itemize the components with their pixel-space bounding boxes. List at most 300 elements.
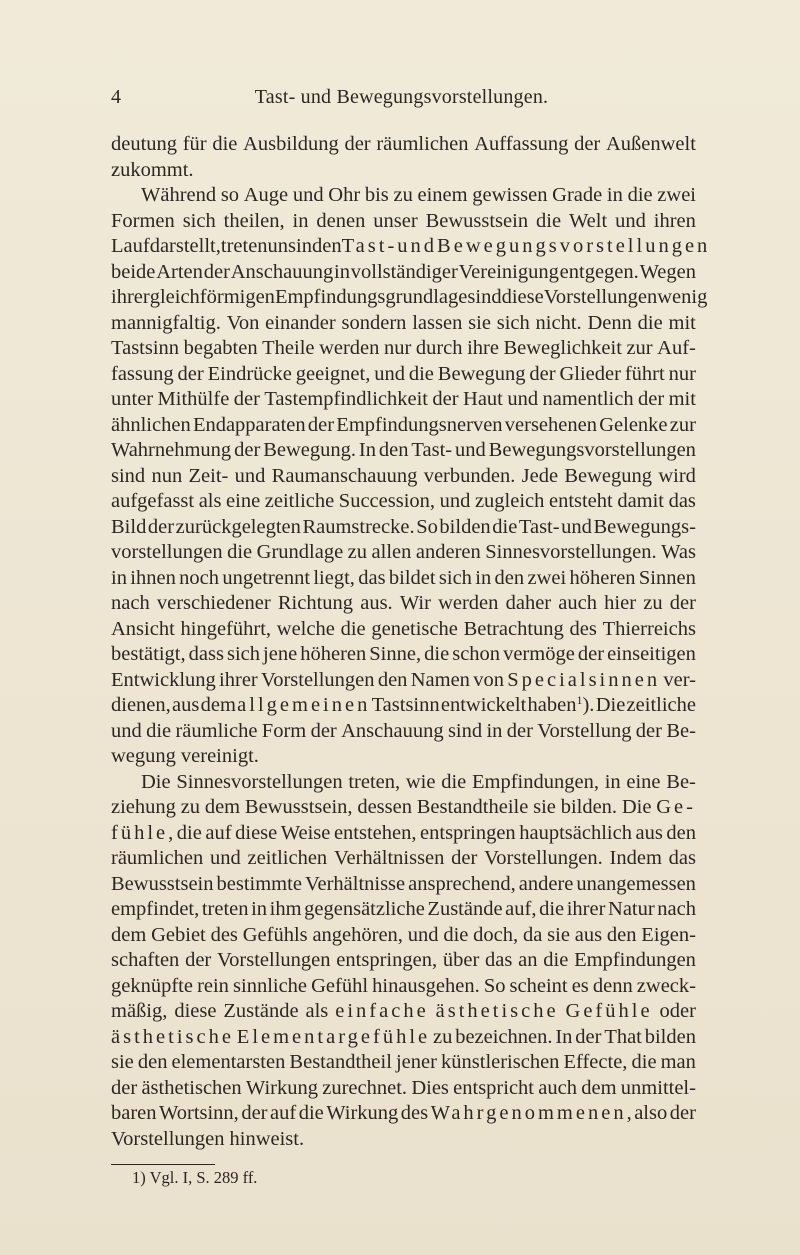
word: Vorstellung	[537, 719, 632, 742]
word: Endapparaten	[192, 413, 306, 436]
word: zu	[432, 1025, 453, 1048]
word: wegung	[111, 745, 176, 767]
word: zeitliche	[264, 490, 335, 512]
word: jene	[263, 643, 298, 665]
word	[507, 668, 660, 694]
word: in	[604, 770, 621, 793]
word: der	[111, 1076, 138, 1099]
word: sich	[182, 209, 216, 232]
word: Beweglichkeit	[503, 337, 622, 359]
word: sie	[468, 311, 491, 334]
word: angehören,	[312, 923, 403, 946]
word: ihrer	[566, 898, 606, 920]
word: Lauf	[111, 235, 150, 257]
word: Tast-	[411, 439, 453, 461]
spaced-emphasis: Elementargefühle	[236, 1025, 431, 1048]
spaced-emphasis: einfache	[335, 1000, 429, 1022]
word: mannigfaltig.	[111, 311, 221, 334]
word: Gefühl	[311, 974, 369, 997]
word: hingeführt,	[180, 617, 272, 640]
word: sind	[447, 719, 483, 742]
word: der	[432, 388, 459, 410]
text-line	[111, 872, 696, 898]
word: die	[536, 209, 562, 232]
word: einem	[417, 184, 468, 206]
text-line	[111, 209, 696, 235]
word: zu	[643, 592, 663, 614]
word: versehenen	[504, 413, 597, 436]
word: zu	[180, 796, 201, 818]
word: und	[234, 464, 266, 487]
word: sich	[496, 311, 530, 334]
word: wenig	[657, 286, 708, 308]
word: zeitlichen	[247, 847, 328, 869]
word: entgegen.	[559, 260, 639, 283]
word: dem	[204, 796, 241, 818]
word: namentlich	[542, 388, 634, 410]
word: aus	[635, 821, 663, 844]
word: genetische	[371, 617, 458, 640]
word: das	[668, 490, 696, 512]
word: Sinnesvorstellungen.	[485, 541, 657, 563]
word: unangemessen	[576, 872, 696, 895]
word: Betrachtung	[463, 617, 564, 640]
word: Natur	[608, 898, 655, 920]
text-line	[111, 1076, 696, 1102]
word: Denn	[587, 311, 632, 334]
word: Eindrücke	[207, 362, 292, 385]
word: sind	[111, 464, 146, 487]
word: schon	[452, 643, 501, 665]
word: schaften	[111, 949, 180, 971]
text-line	[111, 719, 696, 745]
word: die	[443, 923, 469, 946]
word: Arten	[156, 260, 203, 283]
word: Tastempfindlichkeit	[264, 388, 428, 410]
word: ähnlichen	[111, 413, 191, 436]
word: Gelenke	[599, 413, 668, 436]
word: hinausgehen.	[372, 974, 480, 997]
word: So	[483, 974, 506, 997]
word: Vorstellungen	[543, 286, 658, 308]
word: der	[185, 949, 212, 971]
word: ansprechend,	[408, 872, 516, 895]
word: Außenwelt	[605, 133, 696, 155]
word: Ansicht	[111, 617, 175, 640]
word: Tast-	[518, 515, 560, 538]
word: vermöge	[503, 643, 575, 665]
word: ihm	[269, 898, 302, 920]
word: ihrer	[219, 668, 258, 691]
text-line	[111, 336, 696, 362]
word: entspringen,	[336, 949, 438, 971]
word	[342, 234, 398, 260]
word: Zustände	[427, 898, 503, 920]
body-text	[111, 132, 711, 1152]
text-line	[111, 285, 708, 311]
word	[111, 1025, 234, 1051]
word: höheren	[300, 643, 367, 665]
word: Sinnesvorstellungen	[176, 770, 343, 793]
text-line	[111, 311, 696, 337]
word: Glieder	[559, 362, 621, 385]
word: Verhältnisse	[304, 872, 406, 895]
word: eine	[626, 770, 661, 793]
word: Raumanschauung	[271, 464, 418, 487]
word: der	[575, 1025, 602, 1048]
word: die	[441, 770, 467, 793]
word: werden	[438, 592, 499, 614]
word: räumlichen	[111, 847, 204, 869]
word	[237, 1025, 430, 1051]
word: auch	[538, 1076, 577, 1099]
word: bilden	[439, 515, 491, 538]
word: zwei	[527, 566, 567, 589]
word: der	[529, 362, 556, 385]
word: So	[416, 515, 438, 538]
word: mäßig,	[111, 1000, 168, 1022]
word: und	[455, 439, 486, 461]
word: zu	[393, 184, 413, 206]
text-line	[111, 540, 696, 566]
word: auf,	[505, 898, 537, 920]
word: die	[176, 821, 202, 844]
word: fassung	[111, 362, 174, 385]
page-number: 4	[111, 86, 121, 108]
word: zweck-	[636, 974, 696, 997]
word: Wegen	[639, 260, 696, 283]
word: Vorstellungen	[217, 949, 331, 971]
word	[437, 234, 710, 260]
text-line	[111, 668, 696, 694]
word: Entwicklung	[111, 668, 216, 691]
word: den	[494, 566, 525, 589]
word: der	[669, 592, 696, 614]
text-line	[111, 897, 696, 923]
word: entsteht	[548, 490, 613, 512]
word: nur	[383, 337, 412, 359]
word: als	[198, 490, 222, 512]
word: Jede	[521, 464, 559, 487]
word: sinnliche	[233, 974, 308, 997]
word: den	[137, 1051, 168, 1073]
word: empfindet,	[111, 898, 200, 920]
word: verbunden.	[423, 464, 516, 487]
word: Formen	[111, 209, 175, 232]
word: dem	[200, 694, 236, 716]
word: bestimmte	[216, 872, 302, 895]
word: auf	[270, 1102, 297, 1124]
spaced-emphasis: Specialsinnen	[507, 668, 661, 691]
word: des	[210, 923, 238, 946]
word: Bewegung	[564, 464, 653, 487]
word: Ausbildung	[243, 133, 339, 155]
text-line	[111, 795, 696, 821]
word: der	[307, 413, 335, 436]
word: Vorstellungen	[111, 1127, 225, 1150]
word: das	[485, 949, 513, 971]
word: Vereinigung	[458, 260, 559, 283]
word: der	[506, 719, 533, 742]
word: Bewegung	[437, 362, 526, 385]
word: Die	[141, 770, 171, 793]
word: Bewegung.	[263, 439, 356, 461]
word: zukommt.	[111, 158, 194, 181]
spaced-emphasis: fühle	[111, 821, 169, 844]
word: begabten	[183, 337, 258, 359]
text-line	[111, 923, 696, 949]
word: Ohr	[328, 184, 361, 206]
word: lassen	[412, 311, 463, 334]
word: Namen	[410, 668, 470, 691]
word: Anschauung	[341, 719, 444, 742]
text-line	[111, 693, 696, 719]
word: Gefühls	[242, 923, 308, 946]
word: denn	[592, 974, 633, 997]
word: der	[635, 719, 662, 742]
word: auf	[205, 821, 232, 844]
word: und	[615, 209, 646, 232]
word: bezeichnen.	[455, 1025, 553, 1048]
word: und	[111, 719, 142, 742]
word: darstellt,	[149, 235, 221, 257]
word: als	[305, 1000, 329, 1022]
spaced-emphasis: Wahrgenommenen	[430, 1102, 627, 1124]
word: Thierreichs	[602, 617, 696, 640]
footnote-reference: 1	[576, 693, 583, 707]
word: Haut	[463, 388, 503, 410]
footnote-rule	[111, 1164, 215, 1165]
word: werden	[319, 337, 380, 359]
word: Anschauung	[230, 260, 334, 283]
word: Wortsinn,	[159, 1102, 239, 1124]
word: Auf-	[657, 337, 696, 359]
word: Eigen-	[641, 923, 696, 946]
word: bis	[364, 184, 389, 206]
word: Tastsinn	[371, 694, 440, 716]
word: dass	[188, 643, 224, 665]
word: Richtung	[277, 592, 354, 614]
word: der	[344, 133, 371, 155]
text-line	[111, 413, 696, 439]
word: haben$^1$).	[527, 693, 595, 716]
word: führt	[624, 362, 665, 385]
word: zur	[669, 413, 696, 436]
text-line	[111, 948, 696, 974]
word: Auge	[243, 184, 289, 206]
running-head: Tast- und Bewegungsvorstellungen.	[254, 86, 549, 108]
word: hier	[604, 592, 637, 614]
word: den	[377, 668, 408, 691]
word: die	[492, 515, 518, 538]
word: und	[507, 388, 539, 410]
word: Grundlage	[256, 541, 344, 563]
word: daher	[505, 592, 552, 614]
word: ziehung	[111, 796, 176, 818]
word: aus	[574, 923, 603, 946]
word: durch	[415, 337, 463, 359]
word: hauptsächlich	[519, 821, 632, 844]
word: sie	[111, 1051, 134, 1073]
word: dienen,	[111, 694, 171, 716]
text-line	[111, 846, 696, 872]
word: Raumstrecke.	[302, 515, 415, 538]
word: ver-	[663, 668, 696, 691]
word: vorstellungen	[111, 541, 223, 563]
word: Dies	[411, 1076, 449, 1099]
word: ihren	[653, 209, 696, 232]
word: der	[233, 388, 260, 410]
word: Vorstellungen.	[484, 847, 603, 869]
word: beide	[111, 260, 156, 283]
word: Bewusstsein	[111, 872, 214, 895]
word: andere	[518, 872, 574, 895]
text-line	[111, 438, 696, 464]
word: der	[574, 133, 601, 155]
word: entspricht	[453, 1076, 534, 1099]
word: der	[451, 847, 478, 869]
word: zurückgelegten	[175, 515, 301, 538]
word	[397, 234, 437, 260]
word: und	[374, 362, 405, 385]
text-line	[111, 489, 696, 515]
word: einander	[265, 311, 336, 334]
word: in	[111, 566, 127, 589]
word: unser	[373, 209, 418, 232]
word: man	[660, 1051, 696, 1073]
word: uns	[267, 235, 297, 257]
word: baren	[111, 1102, 157, 1124]
word: Be-	[666, 770, 696, 793]
word: wie	[405, 770, 436, 793]
word	[436, 999, 559, 1025]
word: zurechnet.	[322, 1076, 408, 1099]
word: in	[251, 898, 268, 920]
word: auch	[558, 592, 597, 614]
word: der	[669, 1102, 696, 1124]
word: Indem	[609, 847, 662, 869]
word: des	[569, 617, 597, 640]
word: den	[666, 821, 696, 844]
word	[335, 999, 428, 1025]
word: Bild	[111, 515, 147, 538]
word: entstehen,	[333, 821, 417, 844]
word: ästhetischen	[141, 1076, 242, 1099]
word: Auffassung	[474, 133, 569, 155]
word: elementarsten	[171, 1051, 286, 1073]
word: zugleich	[474, 490, 545, 512]
page-header	[111, 86, 692, 114]
text-line	[111, 770, 696, 796]
word: diese	[235, 821, 278, 844]
word: Effecte,	[563, 1051, 628, 1073]
word: Empfindungen,	[472, 770, 599, 793]
word: da	[522, 923, 543, 946]
word: der	[147, 515, 175, 538]
word: des	[400, 1102, 429, 1124]
word: Weise	[280, 821, 331, 844]
word: räumliche	[175, 719, 258, 742]
word: einseitigen	[607, 643, 696, 665]
word: liegt,	[313, 566, 355, 589]
word: Die	[595, 694, 626, 716]
word: bildet	[388, 566, 436, 589]
word: Von	[226, 311, 260, 334]
word: den	[378, 439, 409, 461]
word: die	[298, 1102, 324, 1124]
spaced-emphasis: allgemeinen	[237, 694, 371, 716]
word: scheint	[509, 974, 568, 997]
text-line	[111, 617, 696, 643]
word: und	[561, 515, 592, 538]
word: Bestandtheile	[416, 796, 529, 818]
word: die	[543, 949, 569, 971]
word: entwickelt	[440, 694, 527, 716]
word: ungetrennt	[222, 566, 311, 589]
word: Verhältnissen	[333, 847, 445, 869]
word: und	[407, 923, 439, 946]
word: deutung	[111, 133, 178, 155]
word: geknüpfte	[111, 974, 193, 997]
word: die	[539, 898, 565, 920]
spaced-emphasis: ästhetische	[111, 1025, 234, 1048]
word: damit	[617, 490, 664, 512]
word: Grade	[552, 184, 603, 206]
word: die	[146, 719, 172, 742]
word	[237, 693, 370, 719]
word: eine	[226, 490, 261, 512]
word: die	[637, 311, 663, 334]
word: die	[340, 617, 366, 640]
text-line	[111, 642, 696, 668]
word: ihrer	[111, 286, 150, 308]
word: Bewegungs-	[593, 515, 696, 538]
word: bilden	[644, 1025, 696, 1048]
word: gegensätzliche	[304, 898, 425, 920]
text-line	[111, 999, 696, 1025]
word: In	[555, 1025, 573, 1048]
word: diese	[501, 286, 544, 308]
word: in	[292, 209, 309, 232]
word	[566, 999, 653, 1025]
word: sich	[438, 566, 472, 589]
word: fühle,	[111, 821, 174, 844]
footnote	[132, 1168, 257, 1188]
word: verschiedener	[156, 592, 271, 614]
word: es	[571, 974, 589, 997]
word: Empfindungen	[574, 949, 696, 971]
word: gleichförmigen	[149, 286, 275, 308]
word: Was	[661, 541, 696, 563]
word: bestätigt,	[111, 643, 186, 665]
spaced-emphasis: und	[397, 235, 438, 257]
word: die	[408, 362, 434, 385]
word: noch	[179, 566, 220, 589]
text-line	[111, 744, 696, 770]
word: Bewegungsvorstellungen	[488, 439, 696, 461]
word: den	[606, 923, 637, 946]
word: jener	[395, 1051, 437, 1073]
word: so	[220, 184, 240, 206]
text-line	[111, 515, 696, 541]
text-line	[111, 566, 696, 592]
word: treten	[201, 898, 249, 920]
text-line	[111, 183, 696, 209]
footnote-text: ) Vgl. I, S. 289 ff.	[140, 1168, 258, 1187]
word: dem	[581, 1076, 617, 1099]
footnote-mark: 1	[132, 1168, 141, 1187]
word: Wir	[399, 592, 431, 614]
